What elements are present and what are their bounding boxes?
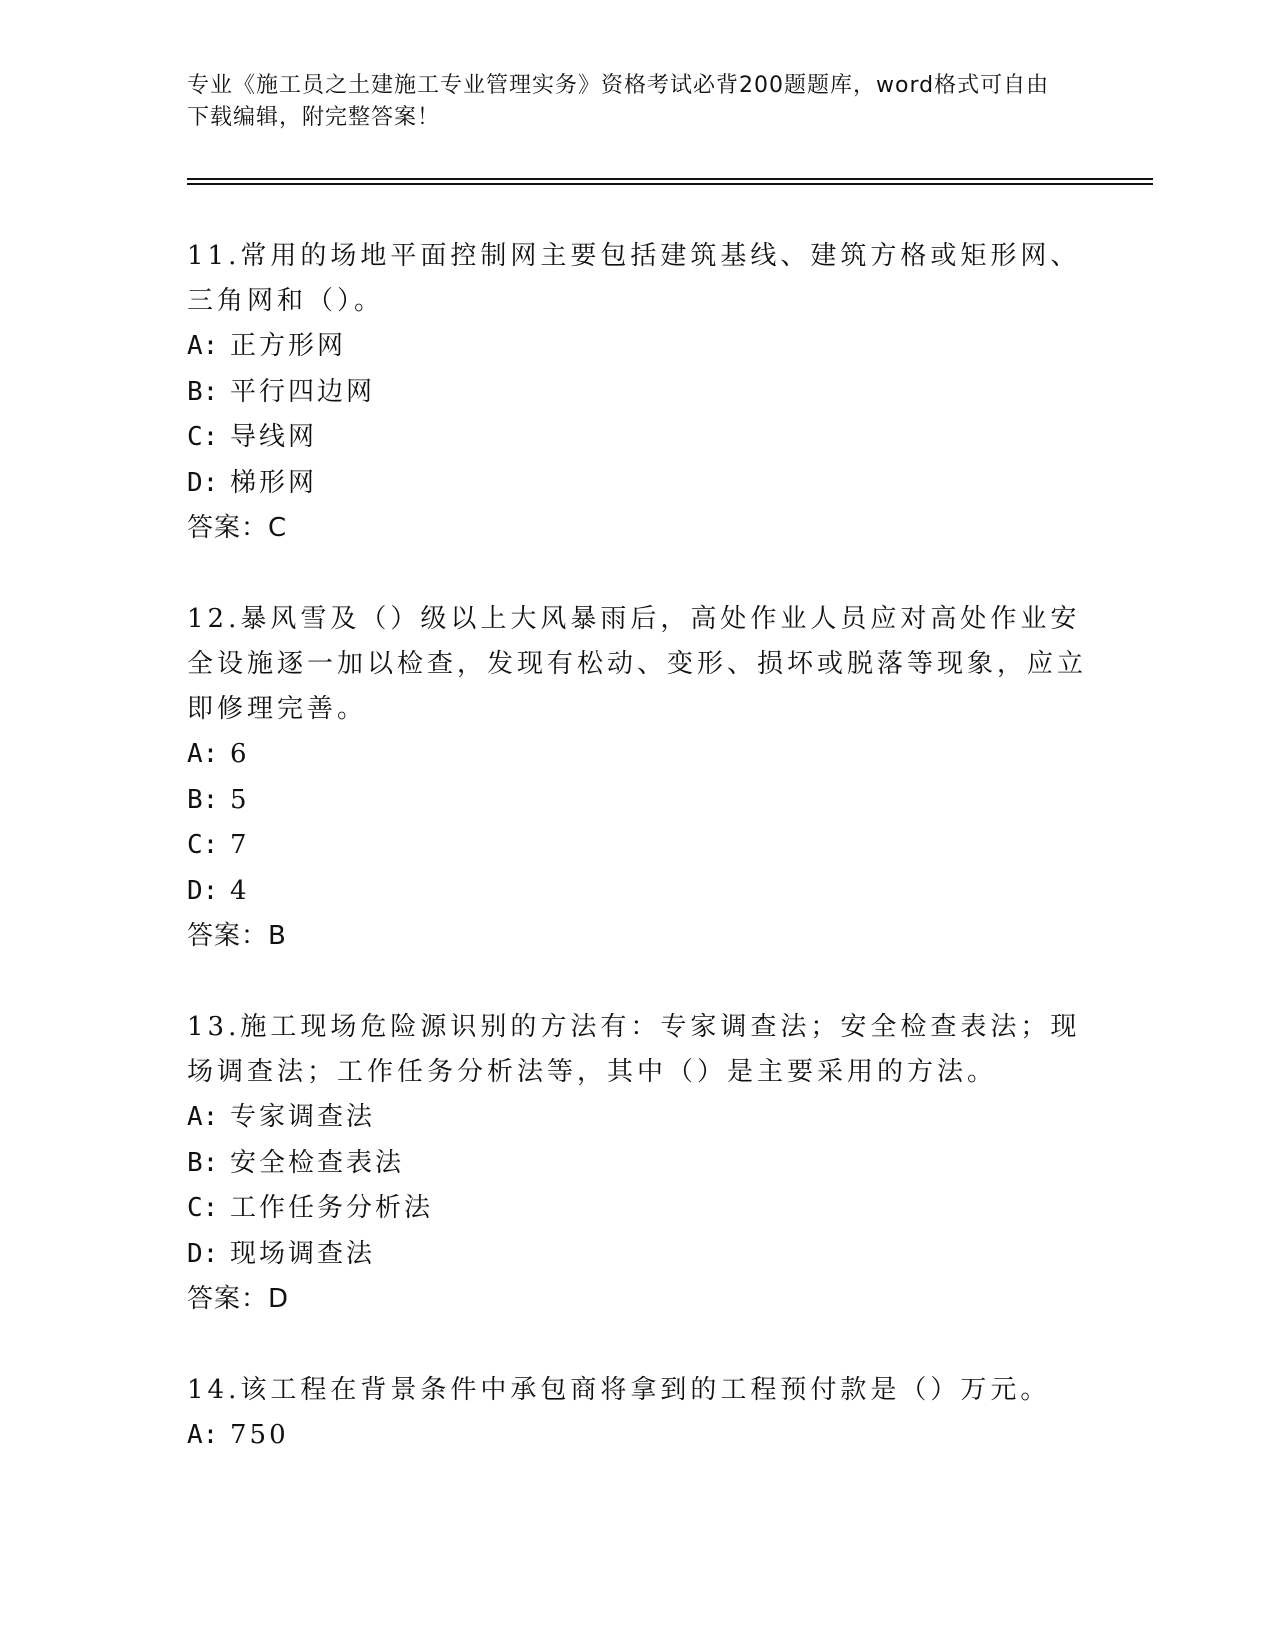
answer-label: 答案：	[187, 921, 269, 951]
answer-value: B	[268, 921, 286, 951]
option-key: A:	[187, 1102, 219, 1132]
answer-line	[187, 914, 1087, 959]
option-text: 工作任务分析法	[230, 1193, 434, 1223]
option-a	[187, 1413, 1087, 1459]
answer-line	[187, 506, 1087, 551]
option-text: 正方形网	[230, 331, 347, 361]
option-text: 梯形网	[230, 467, 318, 498]
option-key: D:	[187, 1238, 219, 1269]
header-rule-top	[187, 178, 1153, 180]
option-key: B:	[187, 784, 219, 815]
option-text: 4	[230, 875, 250, 906]
question-stem: 11.常用的场地平面控制网主要包括建筑基线、建筑方格或矩形网、三角网和（）。	[187, 241, 1081, 316]
question-12	[187, 597, 1087, 959]
question-13	[187, 1005, 1087, 1322]
option-text: 平行四边网	[230, 376, 376, 407]
option-key: C:	[187, 830, 219, 860]
option-key: A:	[187, 1420, 219, 1450]
option-b	[187, 1141, 1087, 1187]
option-text: 6	[230, 739, 250, 769]
option-text: 专家调查法	[230, 1102, 376, 1132]
option-key: A:	[187, 331, 219, 361]
option-b	[187, 370, 1087, 416]
option-a	[187, 324, 1087, 370]
answer-label: 答案：	[187, 513, 269, 543]
option-c	[187, 1186, 1087, 1232]
option-text: 现场调查法	[230, 1238, 376, 1269]
question-stem: 14.该工程在背景条件中承包商将拿到的工程预付款是（）万元。	[187, 1375, 1051, 1405]
option-a	[187, 732, 1087, 778]
option-text: 7	[230, 830, 250, 860]
option-key: D:	[187, 467, 219, 498]
option-key: C:	[187, 1193, 219, 1223]
option-key: B:	[187, 1147, 219, 1178]
option-b	[187, 778, 1087, 824]
option-key: D:	[187, 875, 219, 906]
option-text: 导线网	[230, 422, 318, 452]
option-text: 5	[230, 784, 250, 815]
answer-line	[187, 1277, 1087, 1322]
option-d	[187, 461, 1087, 507]
option-a	[187, 1095, 1087, 1141]
question-stem: 12.暴风雪及（）级以上大风暴雨后，高处作业人员应对高处作业安全设施逐一加以检查，发现有松动、变形、损坏或脱落等现象，应立即修理完善。	[187, 604, 1088, 724]
answer-value: D	[268, 1284, 289, 1314]
option-text: 安全检查表法	[230, 1147, 405, 1178]
option-key: C:	[187, 422, 219, 452]
option-key: A:	[187, 739, 219, 769]
question-14	[187, 1368, 1087, 1459]
option-d	[187, 869, 1087, 915]
header-rule-bottom	[187, 183, 1153, 185]
option-d	[187, 1232, 1087, 1278]
option-c	[187, 415, 1087, 461]
question-11	[187, 234, 1087, 551]
answer-value: C	[268, 513, 287, 543]
document-header: 专业《施工员之土建施工专业管理实务》资格考试必背200题题库，word格式可自由下载编辑，附完整答案！	[187, 73, 1050, 130]
option-text: 750	[230, 1420, 289, 1450]
answer-label: 答案：	[187, 1284, 269, 1314]
question-stem: 13.施工现场危险源识别的方法有：专家调查法；安全检查表法；现场调查法；工作任务分析法等，其中（）是主要采用的方法。	[187, 1012, 1081, 1087]
option-key: B:	[187, 376, 219, 407]
option-c	[187, 823, 1087, 869]
